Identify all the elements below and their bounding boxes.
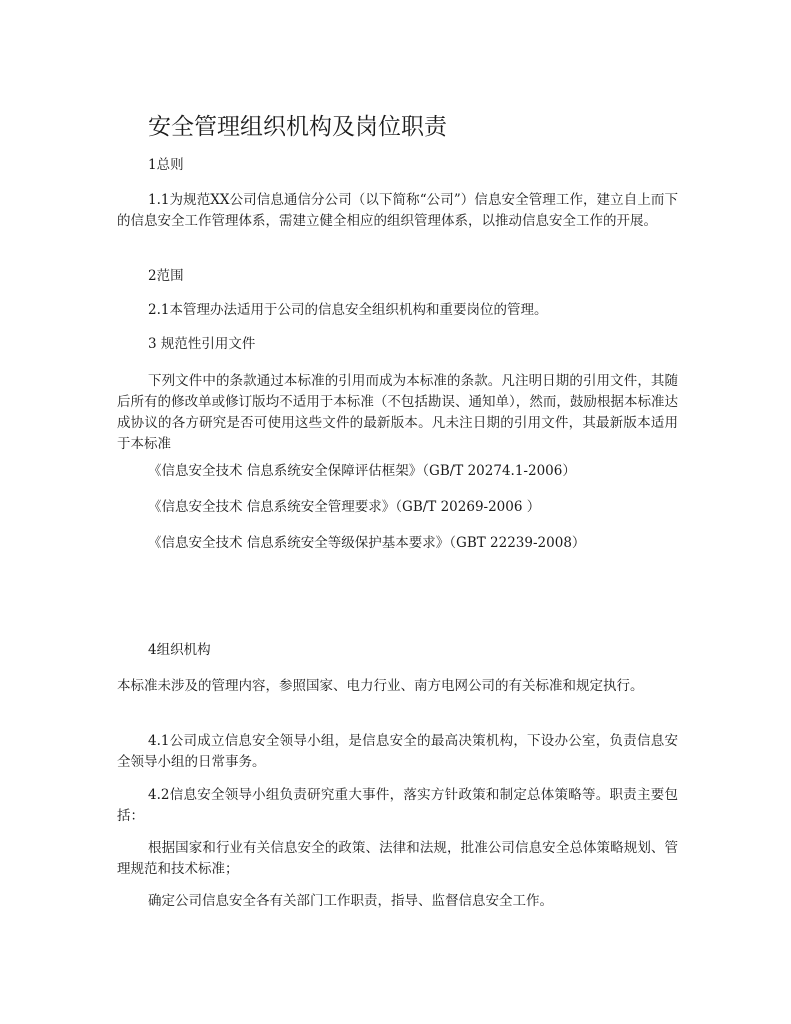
section-4-paragraph-2: 4.2信息安全领导小组负责研究重大事件，落实方针政策和制定总体策略等。职责主要包括： [117,787,678,824]
reference-item: 《信息安全技术 信息系统安全等级保护基本要求》（GBT 22239-2008） [148,535,586,551]
section-2-heading: 2范围 [148,268,184,284]
section-4-paragraph-3: 根据国家和行业有关信息安全的政策、法律和法规，批准公司信息安全总体策略规划、管理规范和技术标准； [117,840,678,877]
section-1-heading: 1总则 [148,157,184,173]
section-4-heading: 4组织机构 [148,642,211,658]
section-3-heading: 3 规范性引用文件 [148,336,256,352]
section-4-paragraph-4: 确定公司信息安全各有关部门工作职责，指导、监督信息安全工作。 [148,893,553,909]
reference-item: 《信息安全技术 信息系统安全管理要求》（GB/T 20269-2006 ） [148,499,541,515]
page-title: 安全管理组织机构及岗位职责 [148,114,447,140]
section-4-paragraph-1: 4.1公司成立信息安全领导小组，是信息安全的最高决策机构，下设办公室，负责信息安全领导小组的日常事务。 [117,733,678,770]
section-2-paragraph-1: 2.1本管理办法适用于公司的信息安全组织机构和重要岗位的管理。 [148,302,548,318]
section-3-paragraph-1: 下列文件中的条款通过本标准的引用而成为本标准的条款。凡注明日期的引用文件，其随后所有的修改单或修订版均不适用于本标准（不包括勘误、通知单），然而，鼓励根据本标准达成协议的各方研究是否可使用这些文件的最新版本。凡未注日期的引用文件，其最新版本适用于本标准 [117,373,678,452]
section-4-paragraph-0: 本标准未涉及的管理内容，参照国家、电力行业、南方电网公司的有关标准和规定执行。 [117,678,644,694]
reference-item: 《信息安全技术 信息系统安全保障评估框架》（GB/T 20274.1-2006） [148,463,576,479]
section-1-paragraph-1: 1.1为规范XX公司信息通信分公司（以下简称“公司”）信息安全管理工作，建立自上而下的信息安全工作管理体系，需建立健全相应的组织管理体系，以推动信息安全工作的开展。 [117,192,678,229]
